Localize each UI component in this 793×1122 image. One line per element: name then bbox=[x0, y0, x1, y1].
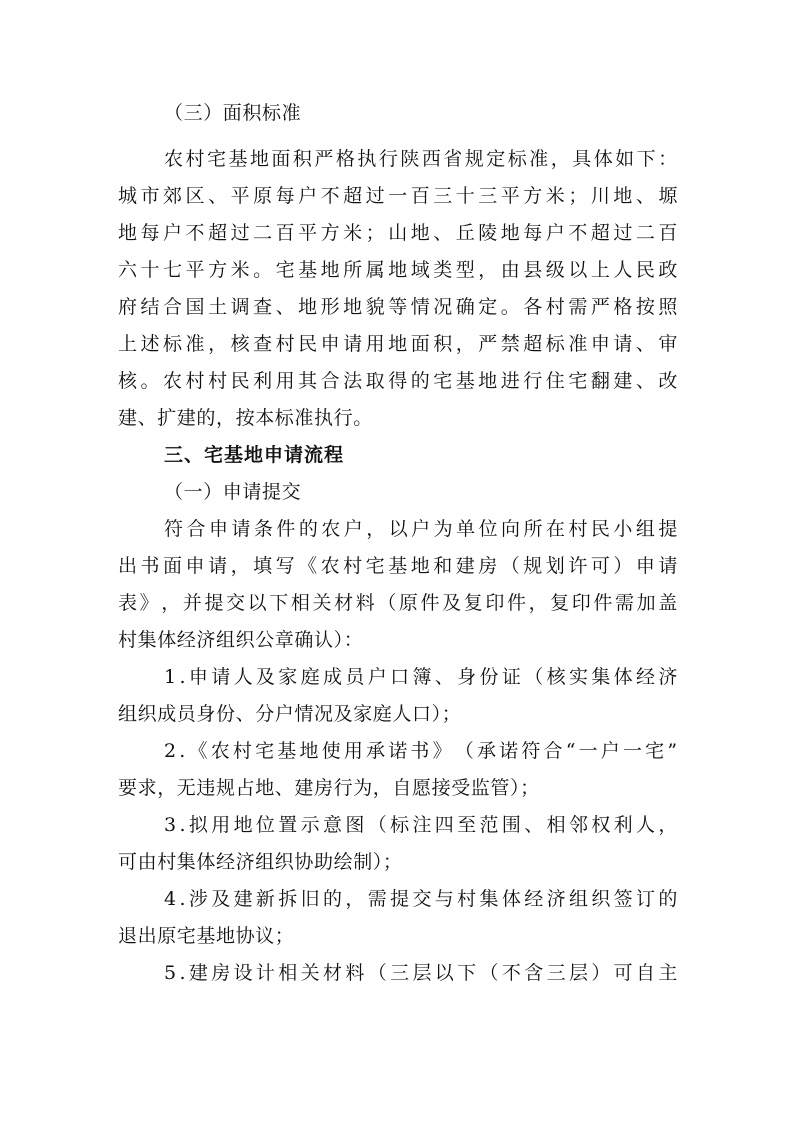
paragraph-line: 府 结 合 国 土 调 查 、 地 形 地 貌 等 情 况 确 定 。 各 村 需 严 格 按 照 bbox=[118, 296, 678, 318]
list-item-3-continued: 可由村集体经济组织协助绘制）； bbox=[118, 851, 403, 873]
paragraph-line: 符 合 申 请 条 件 的 农 户 ， 以 户 为 单 位 向 所 在 村 民 小 组 提 bbox=[164, 518, 678, 540]
paragraph-line: 地 每 户 不 超 过 二 百 平 方 米 ； 山 地 、 丘 陵 地 每 户 不 超 过 二 百 bbox=[118, 222, 678, 244]
heading-application-submission: （一）申请提交 bbox=[164, 481, 302, 503]
paragraph-line: 六 十 七 平 方 米 。 宅 基 地 所 属 地 域 类 型 ， 由 县 级 以 上 人 民 政 bbox=[118, 259, 678, 281]
list-item-3: 3 . 拟 用 地 位 置 示 意 图 （ 标 注 四 至 范 围 、 相 邻 权 利 人 ， bbox=[164, 814, 678, 836]
paragraph-line: 建、扩建的，按本标准执行。 bbox=[118, 407, 373, 429]
list-item-1: 1 . 申 请 人 及 家 庭 成 员 户 口 簿 、 身 份 证 （ 核 实 集 体 经 济 bbox=[164, 666, 678, 688]
paragraph-line: 城 市 郊 区 、 平 原 每 户 不 超 过 一 百 三 十 三 平 方 米 ； 川 地 、 塬 bbox=[118, 185, 678, 207]
paragraph-line: 农 村 宅 基 地 面 积 严 格 执 行 陕 西 省 规 定 标 准 ， 具 体 如 下 ： bbox=[164, 148, 678, 170]
paragraph-line: 核 。 农 村 村 民 利 用 其 合 法 取 得 的 宅 基 地 进 行 住 宅 翻 建 、 改 bbox=[118, 370, 678, 392]
list-item-4-continued: 退出原宅基地协议； bbox=[118, 925, 295, 947]
paragraph-line: 上 述 标 准 ， 核 查 村 民 申 请 用 地 面 积 ， 严 禁 超 标 准 申 请 、 审 bbox=[118, 333, 678, 355]
heading-application-process: 三、宅基地申请流程 bbox=[164, 444, 345, 466]
list-item-2: 2 . 《 农 村 宅 基 地 使 用 承 诺 书 》 （ 承 诺 符 合 “ 一 户 一 宅 ” bbox=[164, 740, 678, 762]
paragraph-line: 表 》 ， 并 提 交 以 下 相 关 材 料 （ 原 件 及 复 印 件 ， 复 印 件 需 加 盖 bbox=[118, 592, 678, 614]
list-item-4: 4 . 涉 及 建 新 拆 旧 的 ， 需 提 交 与 村 集 体 经 济 组 织 签 订 的 bbox=[164, 888, 678, 910]
heading-area-standard: （三）面积标准 bbox=[164, 102, 302, 124]
paragraph-line: 村集体经济组织公章确认）： bbox=[118, 629, 364, 651]
paragraph-line: 出 书 面 申 请 ， 填 写 《 农 村 宅 基 地 和 建 房 （ 规 划 许 可 ） 申 请 bbox=[118, 555, 678, 577]
list-item-5: 5 . 建 房 设 计 相 关 材 料 （ 三 层 以 下 （ 不 含 三 层 ） 可 自 主 bbox=[164, 962, 678, 984]
list-item-1-continued: 组织成员身份、分户情况及家庭人口）； bbox=[118, 703, 462, 725]
list-item-2-continued: 要求，无违规占地、建房行为，自愿接受监管）； bbox=[118, 777, 540, 799]
